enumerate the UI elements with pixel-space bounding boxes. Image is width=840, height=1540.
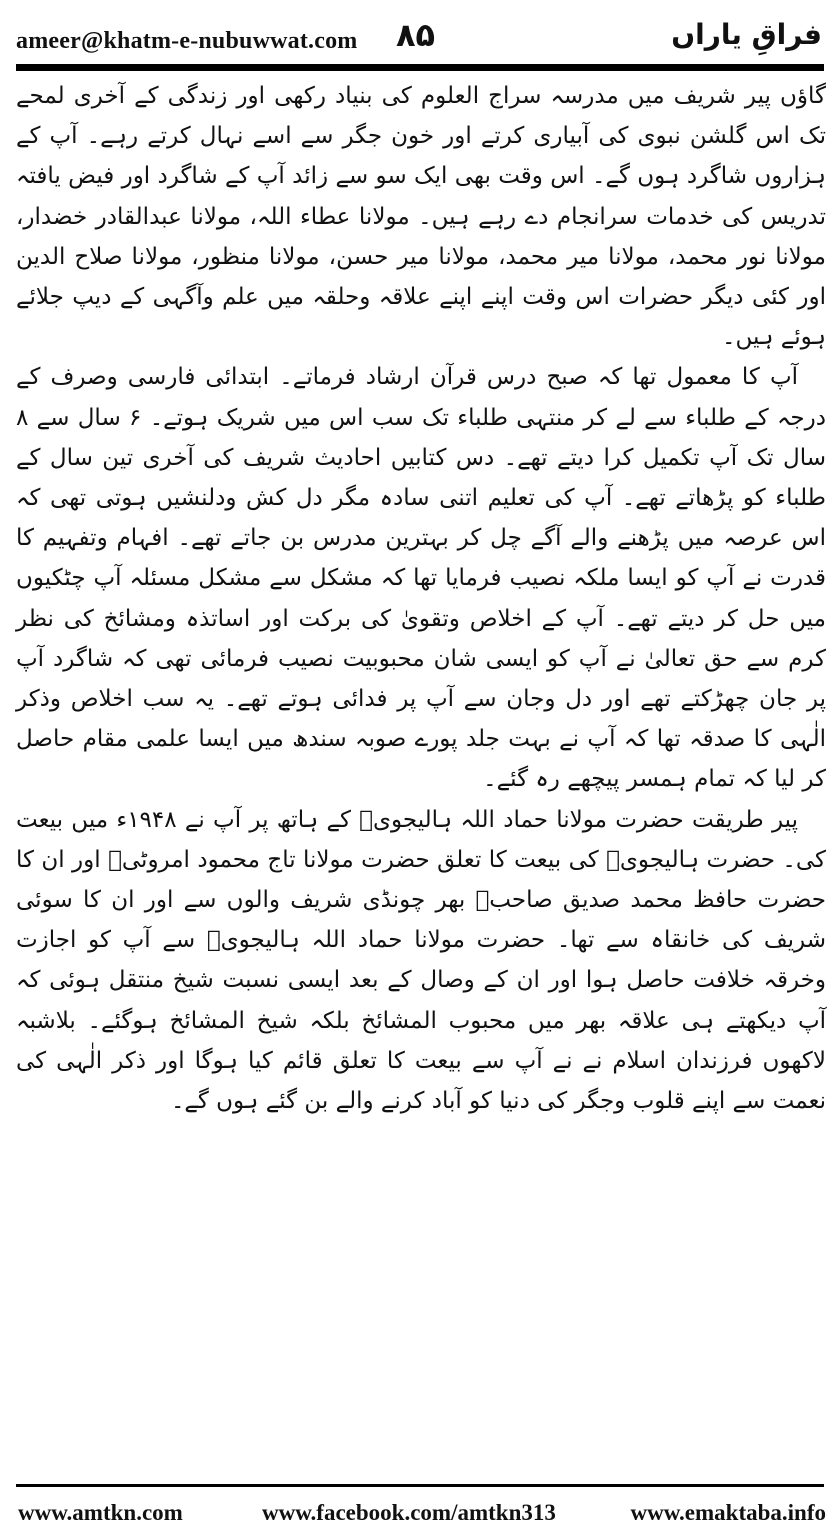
- page-body: [16, 76, 826, 1121]
- paragraph-3: پیر طریقت حضرت مولانا حماد اللہ ہالیجویؒ کے ہاتھ پر آپ نے ۱۹۴۸ء میں بیعت کی۔ حضرت ہالیجویؒ کی بیعت کا تعلق حضرت مولانا تاج محمود امروٹیؒ اور ان کا حضرت حافظ محمد صدیق صاحبؒ بھر چونڈی شریف والوں سے اور ان کا سوئی شریف کی خانقاہ سے تھا۔ حضرت مولانا حماد اللہ ہالیجویؒ سے آپ کو اجازت وخرقہ خلافت حاصل ہوا اور ان کے وصال کے بعد ایسی نسبت شیخ منتقل ہوئی کہ آپ دیکھتے ہی علاقہ بھر میں محبوب المشائخ بلکہ شیخ المشائخ ہوگئے۔ بلاشبہ لاکھوں فرزندان اسلام نے نے آپ سے بیعت کا تعلق قائم کیا ہوگا اور ذکر الٰہی کی نعمت سے اپنے قلوب وجگر کی دنیا کو آباد کرنے والے بن گئے ہوں گے۔: [16, 806, 826, 1115]
- page-footer: [18, 1500, 826, 1532]
- footer-link-emaktaba: www.emaktaba.info: [630, 1500, 826, 1525]
- footer-link-amtkn: www.amtkn.com: [18, 1500, 183, 1525]
- page-header: [14, 18, 826, 68]
- footer-link-facebook: www.facebook.com/amtkn313: [262, 1500, 556, 1525]
- header-email: ameer@khatm-e-nubuwwat.com: [16, 28, 358, 54]
- book-title: فراقِ یاراں: [671, 18, 822, 51]
- footer-rule: [16, 1484, 824, 1487]
- paragraph-1: گاؤں پیر شریف میں مدرسہ سراج العلوم کی بنیاد رکھی اور زندگی کے آخری لمحے تک اس گلشن نبوی کی آبیاری کرتے اور خون جگر سے اسے نہال کرتے رہے۔ آپ کے ہزاروں شاگرد ہوں گے۔ اس وقت بھی ایک سو سے زائد آپ کے شاگرد اور فیض یافتہ تدریس کی خدمات سرانجام دے رہے ہیں۔ مولانا عطاء اللہ، مولانا عبدالقادر خضدار، مولانا نور محمد، مولانا میر محمد، مولانا میر حسن، مولانا منظور، مولانا صلاح الدین اور کئی دیگر حضرات اس وقت اپنے اپنے علاقہ وحلقہ میں علم وآگہی کے دیپ جلائے ہوئے ہیں۔: [16, 83, 826, 351]
- page-number: ۸۵: [396, 16, 436, 54]
- header-rule: [16, 64, 824, 71]
- paragraph-2: آپ کا معمول تھا کہ صبح درس قرآن ارشاد فرماتے۔ ابتدائی فارسی وصرف کے درجہ کے طلباء سے لے کر منتہی طلباء تک سب اس میں شریک ہوتے۔ ۶ سال سے ۸ سال تک آپ تکمیل کرا دیتے تھے۔ دس کتابیں احادیث شریف کی آخری تین سال کے طلباء کو پڑھاتے تھے۔ آپ کی تعلیم اتنی سادہ مگر دل کش ودلنشیں ہوتی تھی کہ اس عرصہ میں پڑھنے والے آگے چل کر بہترین مدرس بن جاتے تھے۔ افہام وتفہیم کا قدرت نے آپ کو ایسا ملکہ نصیب فرمایا تھا کہ مشکل سے مشکل مسئلہ آپ چٹکیوں میں حل کر دیتے تھے۔ آپ کے اخلاص وتقویٰ کی برکت اور اساتذہ ومشائخ کی نظر کرم سے حق تعالیٰ نے آپ کو ایسی شان محبوبیت نصیب فرمائی تھی کہ شاگرد آپ پر جان چھڑکتے تھے اور دل وجان سے آپ پر فدائی ہوتے تھے۔ یہ سب اخلاص وذکر الٰہی کا صدقہ تھا کہ آپ نے بہت جلد پورے صوبہ سندھ میں ایسا علمی مقام حاصل کر لیا کہ تمام ہمسر پیچھے رہ گئے۔: [16, 364, 827, 793]
